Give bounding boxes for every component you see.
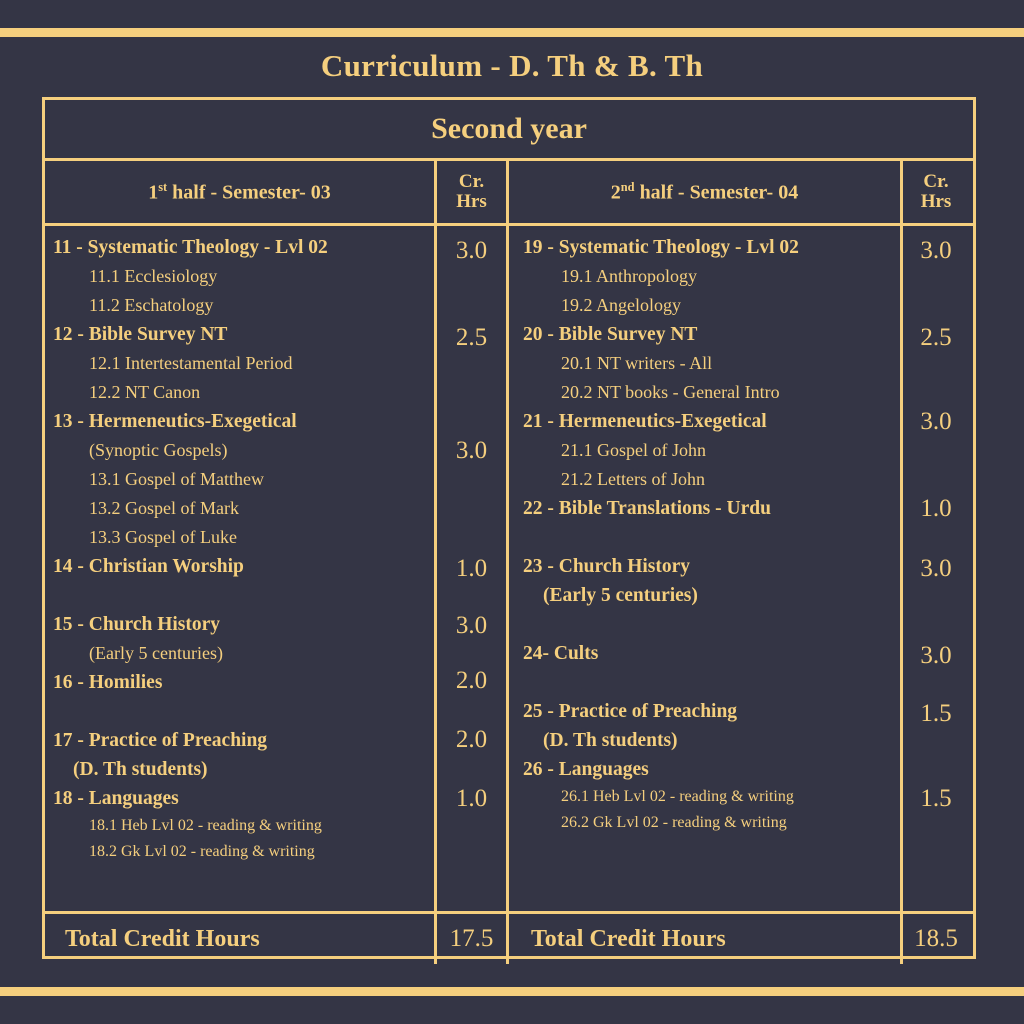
credit-header-line1-right: Cr. (923, 171, 949, 193)
course-subitem: 12.2 NT Canon (89, 382, 201, 402)
table-header-row (45, 161, 973, 226)
page-title: Curriculum - D. Th & B. Th (320, 48, 704, 83)
list-item (45, 610, 434, 668)
course-subitem: 21.2 Letters of John (561, 469, 705, 489)
course-subitem: 26.2 Gk Lvl 02 - reading & writing (561, 814, 787, 831)
credit-hours-header-right (900, 161, 969, 223)
list-item (509, 320, 900, 407)
course-title: 22 - Bible Translations - Urdu (523, 498, 771, 519)
list-item (509, 494, 900, 552)
course-title: 16 - Homilies (53, 672, 163, 693)
total-value-semester-04: 18.5 (900, 914, 969, 964)
list-item (45, 233, 434, 320)
year-heading-row (45, 100, 973, 161)
totals-row (45, 911, 973, 964)
list-item (45, 320, 434, 407)
semester-03-course-list (45, 226, 434, 865)
list-item (509, 407, 900, 494)
course-title: 20 - Bible Survey NT (523, 324, 698, 345)
credit-header-line2-left: Hrs (456, 191, 487, 212)
course-title: 12 - Bible Survey NT (53, 324, 228, 345)
course-subitem: 18.1 Heb Lvl 02 - reading & writing (89, 817, 322, 834)
course-continuation: (Early 5 centuries) (543, 585, 698, 606)
semester-03-header (45, 161, 434, 223)
course-title: 14 - Christian Worship (53, 556, 244, 577)
credit-value: 3.0 (455, 237, 488, 264)
course-title: 17 - Practice of Preaching (53, 730, 268, 751)
course-subitem: 12.1 Intertestamental Period (89, 353, 293, 373)
course-subitem: 13.3 Gospel of Luke (89, 527, 237, 547)
semester-04-course-column (506, 226, 900, 911)
credit-value: 3.0 (455, 437, 488, 464)
table-body-row (45, 226, 973, 911)
semester-04-header-sup: nd (620, 179, 635, 194)
semester-03-header-sup: st (158, 179, 168, 194)
course-title: 26 - Languages (523, 759, 649, 780)
list-item (45, 784, 434, 865)
course-title: 24- Cults (523, 643, 599, 664)
total-label-semester-03: Total Credit Hours (65, 925, 260, 952)
course-title: 18 - Languages (53, 788, 179, 809)
total-value-semester-03: 17.5 (434, 914, 506, 964)
course-continuation: (D. Th students) (73, 759, 208, 780)
course-subitem: 21.1 Gospel of John (561, 440, 706, 460)
list-item (45, 726, 434, 784)
credit-value: 3.0 (920, 642, 952, 669)
semester-04-header-prefix: 2 (610, 181, 621, 204)
credit-value: 3.0 (455, 612, 488, 639)
course-subitem: (Early 5 centuries) (89, 643, 223, 663)
course-title: 13 - Hermeneutics-Exegetical (53, 411, 297, 432)
semester-04-credits-column (900, 226, 969, 911)
list-item (509, 552, 900, 639)
total-label-semester-04: Total Credit Hours (506, 914, 900, 964)
semester-03-credit-values (437, 226, 506, 911)
credit-value: 1.5 (920, 785, 952, 812)
spacer-line (509, 523, 900, 552)
course-subitem: 19.2 Angelology (561, 295, 681, 315)
top-divider-rule (0, 28, 1024, 37)
course-continuation: (D. Th students) (543, 730, 678, 751)
semester-04-course-list (509, 226, 900, 836)
semester-04-header-rest: half - Semester- 04 (634, 181, 799, 204)
course-subitem: 26.1 Heb Lvl 02 - reading & writing (561, 788, 794, 805)
spacer-line (509, 610, 900, 639)
credit-value: 3.0 (920, 555, 952, 582)
semester-03-course-column (45, 226, 434, 911)
list-item (509, 233, 900, 320)
course-subitem: 13.2 Gospel of Mark (89, 498, 239, 518)
course-continuation: (Synoptic Gospels) (89, 440, 228, 460)
curriculum-table (42, 97, 976, 959)
credit-value: 2.0 (455, 726, 488, 753)
course-subitem: 20.2 NT books - General Intro (561, 382, 780, 402)
course-subitem: 19.1 Anthropology (561, 266, 698, 286)
course-title: 11 - Systematic Theology - Lvl 02 (53, 237, 328, 258)
course-subitem: 20.1 NT writers - All (561, 353, 713, 373)
credit-value: 3.0 (920, 408, 952, 435)
list-item (509, 639, 900, 697)
course-subitem: 11.2 Eschatology (89, 295, 214, 315)
credit-value: 1.5 (920, 700, 952, 727)
credit-value: 1.0 (920, 495, 952, 522)
credit-hours-header-left (434, 161, 506, 223)
spacer-line (45, 581, 434, 610)
list-item (509, 755, 900, 836)
bottom-divider-rule (0, 987, 1024, 996)
spacer-line (45, 697, 434, 726)
semester-03-header-rest: half - Semester- 03 (167, 181, 331, 204)
semester-04-credit-values (903, 226, 969, 911)
credit-value: 1.0 (455, 555, 488, 582)
semester-03-header-prefix: 1 (148, 181, 159, 204)
credit-value: 2.0 (455, 667, 488, 694)
spacer-line (509, 668, 900, 697)
credit-header-line1-left: Cr. (458, 171, 485, 193)
list-item (509, 697, 900, 755)
semester-04-header (506, 161, 900, 223)
credit-header-line2-right: Hrs (920, 191, 952, 212)
course-title: 15 - Church History (53, 614, 221, 635)
list-item (45, 668, 434, 726)
year-heading: Second year (431, 112, 587, 145)
credit-value: 3.0 (920, 237, 952, 264)
course-title: 21 - Hermeneutics-Exegetical (523, 411, 767, 432)
course-title: 23 - Church History (523, 556, 691, 577)
list-item (45, 552, 434, 610)
course-title: 19 - Systematic Theology - Lvl 02 (523, 237, 799, 258)
semester-03-credits-column (434, 226, 506, 911)
course-subitem: 13.1 Gospel of Matthew (89, 469, 264, 489)
credit-value: 2.5 (455, 324, 488, 351)
credit-value: 1.0 (455, 785, 488, 812)
credit-value: 2.5 (920, 324, 952, 351)
course-subitem: 11.1 Ecclesiology (89, 266, 218, 286)
course-title: 25 - Practice of Preaching (523, 701, 738, 722)
course-subitem: 18.2 Gk Lvl 02 - reading & writing (89, 843, 315, 860)
list-item (45, 407, 434, 552)
